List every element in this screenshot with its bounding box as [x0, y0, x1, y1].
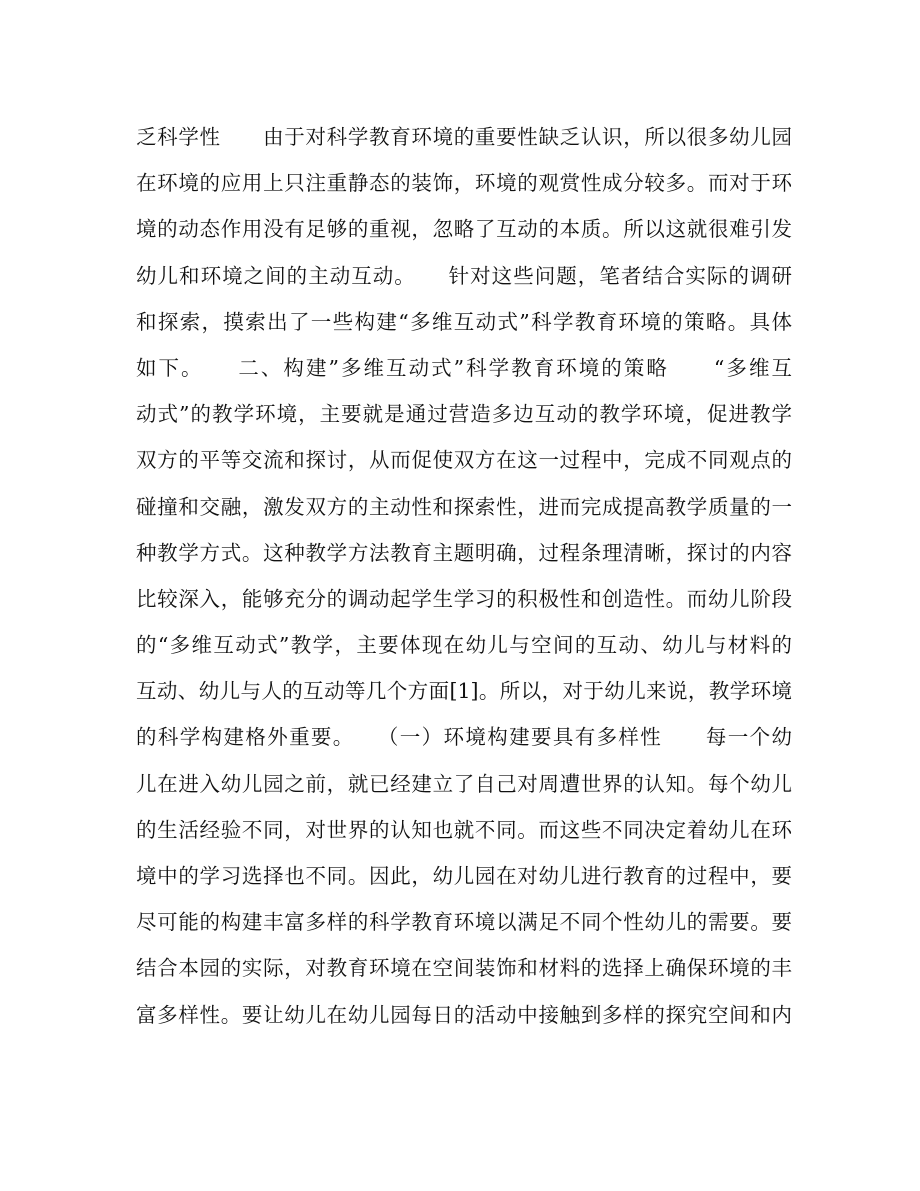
text-line: 如下。 二、构建”多维互动式”科学教育环境的策略 “多维互 — [136, 355, 792, 380]
text-line: 比较深入，能够充分的调动起学生学习的积极性和创造性。而幼儿阶段 — [136, 586, 792, 611]
text-line: 在环境的应用上只注重静态的装饰，环境的观赏性成分较多。而对于环 — [136, 171, 792, 196]
text-line: 的科学构建格外重要。 （一）环境构建要具有多样性 每一个幼 — [136, 725, 792, 750]
text-line: 境的动态作用没有足够的重视，忽略了互动的本质。所以这就很难引发 — [136, 217, 792, 242]
text-line: 双方的平等交流和探讨，从而促使双方在这一过程中，完成不同观点的 — [136, 448, 792, 473]
text-line: 种教学方式。这种教学方法教育主题明确，过程条理清晰，探讨的内容 — [136, 540, 792, 565]
text-line: 和探索，摸索出了一些构建“多维互动式”科学教育环境的策略。具体 — [136, 309, 792, 334]
text-line: 的生活经验不同，对世界的认知也就不同。而这些不同决定着幼儿在环 — [136, 817, 792, 842]
text-line: 儿在进入幼儿园之前，就已经建立了自己对周遭世界的认知。每个幼儿 — [136, 771, 792, 796]
text-line: 互动、幼儿与人的互动等几个方面[1]。所以，对于幼儿来说，教学环境 — [136, 679, 792, 704]
text-line: 幼儿和环境之间的主动互动。 针对这些问题，笔者结合实际的调研 — [136, 263, 792, 288]
text-line: 动式”的教学环境，主要就是通过营造多边互动的教学环境，促进教学 — [136, 402, 792, 427]
text-line: 尽可能的构建丰富多样的科学教育环境以满足不同个性幼儿的需要。要 — [136, 910, 792, 935]
text-line: 富多样性。要让幼儿在幼儿园每日的活动中接触到多样的探究空间和内 — [136, 1002, 792, 1027]
text-line: 境中的学习选择也不同。因此，幼儿园在对幼儿进行教育的过程中，要 — [136, 864, 792, 888]
text-line: 的“多维互动式”教学，主要体现在幼儿与空间的互动、幼儿与材料的 — [136, 633, 792, 658]
body-text — [136, 114, 792, 1038]
text-line: 碰撞和交融，激发双方的主动性和探索性，进而完成提高教学质量的一 — [136, 494, 792, 519]
text-line: 结合本园的实际，对教育环境在空间装饰和材料的选择上确保环境的丰 — [136, 956, 792, 981]
text-line: 乏科学性 由于对科学教育环境的重要性缺乏认识，所以很多幼儿园 — [136, 125, 792, 149]
